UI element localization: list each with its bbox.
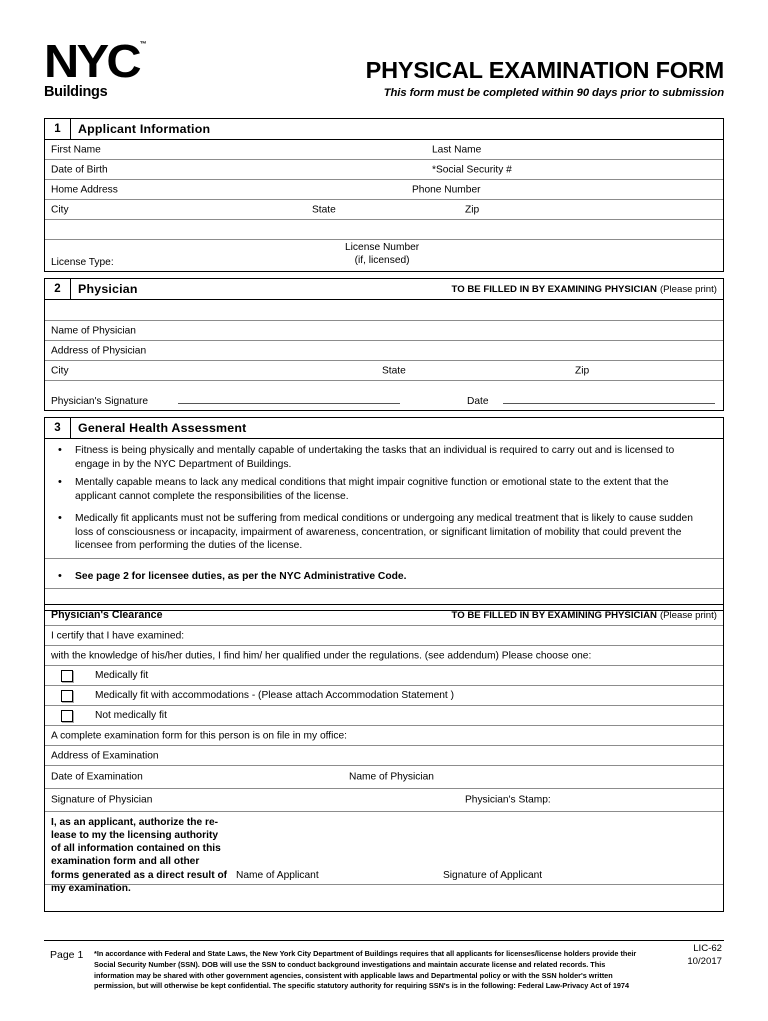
license-number-line2: (if, licensed) (354, 254, 410, 266)
label-city: City (51, 204, 69, 215)
nyc-wordmark-icon (44, 35, 147, 87)
physician-signature-line[interactable] (178, 403, 400, 404)
checkbox-label-medically-fit: Medically fit (95, 670, 149, 681)
section3-title: General Health Assessment (78, 421, 247, 435)
section3-number: 3 (45, 418, 71, 438)
ssn-disclaimer: *In accordance with Federal and State Laws, the New York City Department of Buildings requires that all applicants for licenses/license holders provide their Social Security Number (SSN). DOB will use the SSN to conduct background investigations and maintain accurate license and related records. This information may be shared with other government agencies, consistent with applicable laws and Departmental policy or with the SSN holder's written permission, but will otherwise be kept confidential. The specific statutory authority for requiring SSN's is in the following: Federal Law-Privacy Act of 1974 (94, 949, 637, 991)
label-name-of-physician: Name of Physician (51, 325, 136, 336)
clearance-note-light: (Please print) (659, 609, 717, 621)
section2-note (452, 279, 723, 299)
section1-header (45, 119, 723, 140)
checkbox-row-medically-fit[interactable] (45, 666, 723, 686)
bullet-dot-icon: • (58, 476, 62, 489)
doc-date: 10/2017 (687, 955, 722, 967)
footer-body (44, 941, 724, 1011)
checkbox-medically-fit-accommodations[interactable] (61, 690, 73, 702)
label-address-of-physician: Address of Physician (51, 345, 147, 356)
clearance-note (452, 610, 723, 621)
auth-line-1: I, as an applicant, authorize the re- (51, 817, 218, 828)
label-knowledge: with the knowledge of his/her duties, I find him/ her qualified under the regulations. (see addendum) Please choose one: (51, 650, 592, 661)
bullet-divider (45, 558, 723, 565)
bullet-dot-icon: • (58, 512, 62, 525)
section2-number: 2 (45, 279, 71, 299)
field-row-on-file[interactable] (45, 726, 723, 746)
label-physician-state: State (382, 365, 406, 376)
label-physician-stamp: Physician's Stamp: (465, 794, 551, 806)
label-address-of-examination: Address of Examination (51, 750, 159, 761)
field-row-physician-name[interactable] (45, 321, 723, 341)
field-row-address-phone[interactable] (45, 180, 723, 200)
field-row-signature-stamp[interactable] (45, 789, 723, 812)
section3-header (45, 418, 723, 439)
section-general-health-assessment (44, 417, 724, 611)
document-identifier (687, 943, 722, 969)
section1-number: 1 (45, 119, 71, 139)
label-zip: Zip (465, 204, 480, 215)
bullet-item (53, 476, 715, 503)
license-number-line1: License Number (345, 242, 420, 253)
field-row-authorization[interactable] (45, 812, 723, 894)
form-header (44, 35, 724, 112)
checkbox-medically-fit[interactable] (61, 670, 73, 682)
title-block (304, 58, 724, 99)
physician-blank-row[interactable] (45, 300, 723, 321)
page-number: Page 1 (50, 949, 84, 961)
trademark-icon: ™ (139, 41, 147, 48)
nyc-buildings-logo (44, 35, 244, 101)
field-row-address-of-examination[interactable] (45, 746, 723, 766)
physician-date-line[interactable] (503, 403, 715, 404)
clearance-title: Physician's Clearance (51, 609, 163, 621)
label-date-of-examination: Date of Examination (51, 771, 143, 783)
checkbox-row-medically-fit-accommodations[interactable] (45, 686, 723, 706)
label-first-name: First Name (51, 144, 101, 155)
form-subtitle: This form must be completed within 90 days prior to submission (383, 86, 724, 99)
section2-header (45, 279, 723, 300)
label-certify: I certify that I have examined: (51, 630, 185, 641)
section2-note-bold: TO BE FILLED IN BY EXAMINING PHYSICIAN (451, 283, 657, 295)
label-signature-of-physician: Signature of Physician (51, 794, 153, 806)
section2-note-light: (Please print) (659, 283, 717, 295)
section-applicant-information (44, 118, 724, 272)
field-row-blank[interactable] (45, 220, 723, 240)
section-physician-clearance (44, 604, 724, 912)
checkbox-label-accommodations: Medically fit with accommodations - (Please attach Accommodation Statement ) (95, 690, 454, 701)
label-phone-number: Phone Number (412, 184, 481, 195)
auth-line-5: forms generated as a direct result of (51, 869, 228, 881)
label-physician-zip: Zip (575, 365, 590, 376)
clearance-note-bold: TO BE FILLED IN BY EXAMINING PHYSICIAN (451, 609, 657, 621)
field-row-dob-ssn[interactable] (45, 160, 723, 180)
bullet-text: Fitness is being physically and mentally capable of undertaking the tasks that an individual is required to carry out and is licensed to engage in by the NYC Department of Buildings. (75, 445, 675, 470)
authorization-statement (51, 816, 266, 895)
bullet-text: Medically fit applicants must not be suffering from medical conditions or undergoing any medical treatment that is likely to cause sudden loss of consciousness or incapacity, impairment of awareness, concentration, or significant limitation of mobility that could prevent the licensee from performing the duties of the license. (75, 513, 693, 552)
field-row-physician-signature[interactable] (45, 381, 723, 410)
label-physician-signature: Physician's Signature (51, 396, 149, 407)
section1-title: Applicant Information (78, 122, 211, 136)
field-row-date-of-examination[interactable] (45, 766, 723, 789)
label-signature-of-applicant: Signature of Applicant (443, 870, 543, 881)
logo-subtitle: Buildings (44, 84, 108, 101)
section-physician (44, 278, 724, 411)
label-license-number (345, 242, 419, 268)
bullet-item (53, 512, 715, 553)
bullet-text: See page 2 for licensee duties, as per the NYC Administrative Code. (75, 571, 407, 583)
label-last-name: Last Name (432, 144, 482, 155)
bullet-item (53, 444, 715, 471)
checkbox-not-medically-fit[interactable] (61, 710, 73, 722)
label-social-security: *Social Security # (432, 164, 512, 175)
doc-code: LIC-62 (693, 943, 722, 954)
label-name-of-applicant: Name of Applicant (236, 870, 319, 881)
section2-title: Physician (78, 282, 138, 296)
form-footer (44, 940, 724, 1011)
label-home-address: Home Address (51, 184, 118, 195)
field-row-first-last-name[interactable] (45, 140, 723, 160)
auth-line-4: examination form and all other (51, 856, 200, 868)
label-physician-city: City (51, 365, 69, 376)
field-row-physician-city-state-zip[interactable] (45, 361, 723, 381)
label-date-of-birth: Date of Birth (51, 164, 108, 175)
bullet-text: Mentally capable means to lack any medical conditions that might impair cognitive function or emotional state to the extent that the applicant cannot complete the responsibilities of the license. (75, 477, 669, 502)
field-row-certify[interactable] (45, 626, 723, 646)
clearance-header (45, 605, 723, 626)
page-title: PHYSICAL EXAMINATION FORM (365, 57, 724, 83)
auth-line-2: lease to my the licensing authority (51, 830, 219, 842)
label-license-type: License Type: (51, 257, 114, 268)
checkbox-row-not-medically-fit[interactable] (45, 706, 723, 726)
checkbox-label-not-medically-fit: Not medically fit (95, 710, 167, 721)
bullet-dot-icon: • (58, 444, 62, 456)
health-assessment-bullets (45, 439, 723, 589)
bullet-item (53, 570, 715, 584)
auth-line-6: my examination. (51, 882, 131, 894)
bullet-dot-icon: • (58, 570, 62, 583)
nyc-logo-text: NYC (44, 35, 140, 87)
field-row-city-state-zip[interactable] (45, 200, 723, 220)
final-blank-row[interactable] (45, 882, 723, 911)
auth-line-3: of all information contained on this (51, 843, 221, 855)
field-row-physician-address[interactable] (45, 341, 723, 361)
label-on-file: A complete examination form for this person is on file in my office: (51, 730, 347, 741)
label-state: State (312, 204, 336, 215)
field-row-license[interactable] (45, 240, 723, 271)
label-physician-date: Date (467, 396, 489, 407)
field-row-knowledge[interactable] (45, 646, 723, 666)
label-exam-name-of-physician: Name of Physician (349, 771, 434, 783)
